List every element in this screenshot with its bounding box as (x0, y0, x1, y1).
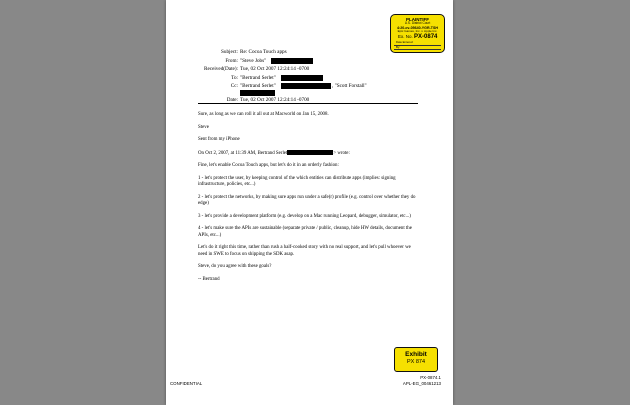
body-list-item-3: 3 - let's provide a development platform (e.g. develop on a Mac running Leopard, debugger, simulator, etc...) (198, 213, 411, 219)
px-reference: PX-0874.1 (420, 375, 441, 380)
sticker-date-line: Date Entered: (394, 41, 441, 46)
redaction-from (271, 58, 313, 64)
cc-label: Cc: (230, 83, 238, 89)
body-paragraph: Fine, let's enable Cocoa Touch apps, but let's do it in an orderly fashion: (198, 163, 339, 169)
cc-value-1: "Bertrand Serlet" (240, 83, 276, 89)
redaction-cc-2 (240, 90, 275, 96)
body-question: Steve, do you agree with these goals? (198, 264, 272, 270)
body-paragraph: Sure, as long as we can roll it all out at Macworld on Jan 15, 2008. (198, 112, 329, 117)
body-signature: Steve (198, 124, 209, 130)
sticker-title: PLAINTIFF (406, 17, 429, 22)
to-label: To: (231, 75, 238, 81)
body-quote-intro: On Oct 2, 2007, at 11:39 AM, Bertrand Serlet > wrote: (198, 150, 350, 156)
exhibit-number: PX 874 (406, 359, 426, 365)
body-paragraph: Let's do it right this time, rather than rush a half-cooked story with no real support, and let's pull whoever we need in SWE to focus on shipping the SDK asap. (198, 245, 411, 257)
exhibit-title: Exhibit (405, 351, 427, 358)
sticker-ex-number: PX-0874 (414, 34, 438, 40)
subject-label: Subject: (220, 49, 238, 55)
from-label: From: (225, 58, 238, 64)
body-signoff: -- Bertrand (198, 276, 220, 282)
email-body (198, 112, 420, 289)
body-list-item-2: 2 - let's protect the networks, by making sure apps run under a safe(r) profile (e.g. control over whether they do edge) (198, 194, 416, 207)
redaction-to (281, 75, 323, 81)
sticker-parties: Epic Games, Inc. v. Apple Inc. (397, 28, 438, 33)
received-label: Received(Date): (204, 66, 238, 72)
sticker-case: 4:20-cv-05640-YGR-TSH (397, 25, 438, 30)
cc-value-2: , "Scott Forstall" (332, 83, 367, 89)
date-label: Date: (226, 97, 238, 103)
redaction-cc-1 (281, 83, 331, 89)
body-sent-from: Sent from my iPhone (198, 137, 240, 143)
sticker-ex-label: Ex. No. (398, 34, 413, 39)
bates-number: APL-EG_00461213 (402, 381, 441, 386)
header-divider (198, 103, 418, 104)
date-value: Tue, 02 Oct 2007 12:24:14 -0700 (240, 97, 310, 103)
body-list-item-1: 1 - let's protect the user, by keeping control of the which entities can distribute apps (implies: signing infrastructure, policies, etc...) (198, 175, 396, 188)
body-list-item-4: 4 - let's make sure the APIs are sustainable (separate private / public, cleanup, hide HW details, document the APIs, etc...) (198, 226, 412, 238)
document-page (166, 0, 453, 405)
to-value: "Bertrand Serlet" (240, 75, 276, 81)
redaction-inline (287, 150, 333, 155)
from-value: "Steve Jobs" (240, 58, 267, 64)
sticker-by-line: By: (394, 46, 441, 51)
confidential-label: CONFIDENTIAL (170, 381, 203, 386)
subject-value: Re: Cocoa Touch apps (240, 49, 287, 55)
sticker-court: U.S. District Court (404, 21, 431, 25)
plaintiff-exhibit-sticker (390, 14, 445, 53)
exhibit-sticker (394, 347, 438, 372)
received-value: Tue, 02 Oct 2007 12:24:14 -0700 (240, 66, 310, 72)
